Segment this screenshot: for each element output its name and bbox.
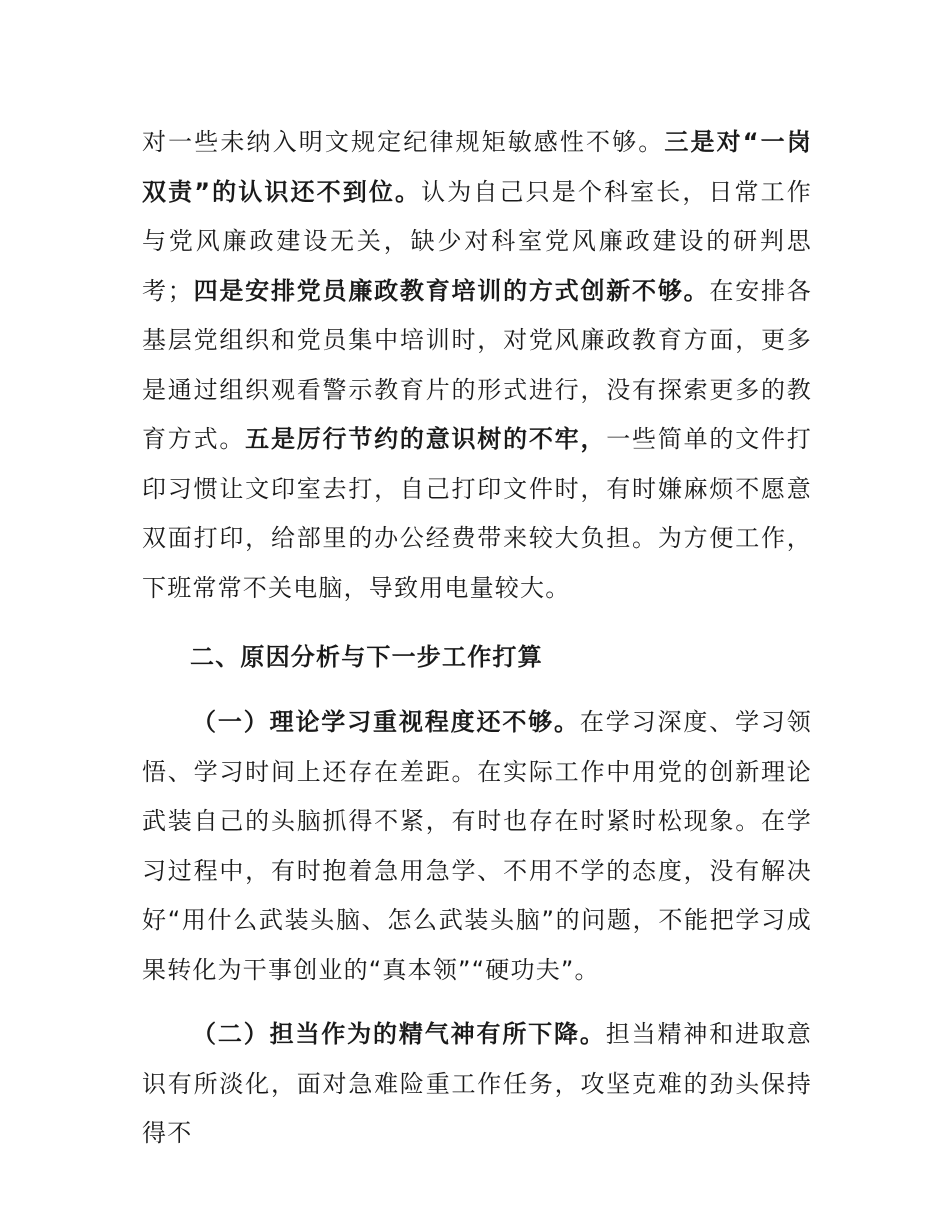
p1-point-three: 三是对“一岗双责”的认识还不到位。 <box>142 128 812 206</box>
p2-subheading: （一）理论学习重视程度还不够。 <box>192 708 580 736</box>
p1-point-five: 五是厉行节约的意识树的不牢， <box>245 425 607 453</box>
paragraph-problems-continued <box>142 118 812 613</box>
p3-subheading: （二）担当作为的精气神有所下降。 <box>192 1020 606 1048</box>
p2-text: 在学习深度、学习领悟、学习时间上还存在差距。在实际工作中用党的创新理论武装自己的头脑抓得不紧，有时也存在时紧时松现象。在学习过程中，有时抱着急用急学、不用不学的态度，没有解决好“用什么武装头脑、怎么武装头脑”的问题，不能把学习成果转化为干事创业的“真本领”“硬功夫”。 <box>142 708 812 984</box>
paragraph-cause-1 <box>142 698 812 995</box>
p1-text-4: 一些简单的文件打印习惯让文印室去打，自己打印文件时，有时嫌麻烦不愿意双面打印，给部里的办公经费带来较大负担。为方便工作，下班常常不关电脑，导致用电量较大。 <box>142 425 812 602</box>
p1-text-3: 在安排各基层党组织和党员集中培训时，对党风廉政教育方面，更多是通过组织观看警示教育片的形式进行，没有探索更多的教育方式。 <box>142 276 812 453</box>
p1-text-1: 对一些未纳入明文规定纪律规矩敏感性不够。 <box>142 128 665 156</box>
section-heading-2: 二、原因分析与下一步工作打算 <box>190 643 543 671</box>
paragraph-cause-2 <box>142 1010 812 1159</box>
p3-text: 担当精神和进取意识有所淡化，面对急难险重工作任务，攻坚克难的劲头保持得不 <box>142 1020 812 1147</box>
p1-text-2: 认为自己只是个科室长，日常工作与党风廉政建设无关，缺少对科室党风廉政建设的研判思考； <box>142 177 812 305</box>
p1-point-four: 四是安排党员廉政教育培训的方式创新不够。 <box>193 276 710 305</box>
